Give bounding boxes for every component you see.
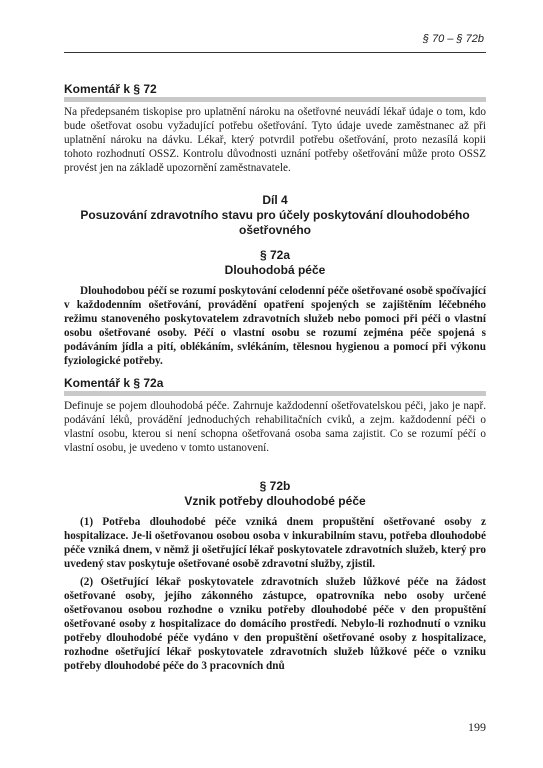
- section-72b-title: Vznik potřeby dlouhodobé péče: [184, 494, 366, 508]
- comment-72-text: Na předepsaném tiskopise pro uplatnění nároku na ošetřovné neuvádí lékař údaje o tom, kdo bude ošetřovat osobu vyžadující potřebu ošetřování. Tyto údaje uvede zaměstnanec až při uplatnění nároku na dávku. Lékař, který potvrdil potřebu ošetřování, proto nezasílá kopii tohoto rozhodnutí OSSZ. Kontrolu důvodnosti uznání potřeby ošetřování může proto OSSZ provést jen na základě upozornění zaměstnavatele.: [64, 106, 486, 174]
- page-number: 199: [468, 720, 486, 734]
- page-content: [64, 82, 486, 677]
- section-72a-number: § 72a: [259, 248, 291, 262]
- section-72b-paragraphs: [64, 515, 486, 673]
- section-72b-paragraph-2: (2) Ošetřující lékař poskytovatele zdravotních služeb lůžkové péče na žádost ošetřované osoby, jejího zákonného zástupce, opatrovníka nebo osoby určené ošetřovanou osobou rozhodne o vzniku potřeby dlouhodobé péče v den propuštění ošetřované osoby z hospitalizace do domácího prostředí. Nebylo-li rozhodnutí o vzniku potřeby dlouhodobé péče vydáno v den propuštění ošetřované osoby z hospitalizace, rozhodne ošetřující lékař poskytovatele zdravotních služeb lůžkové péče o vzniku potřeby dlouhodobé péče do 3 pracovních dnů: [64, 576, 486, 672]
- part-4-number: Díl 4: [262, 193, 288, 207]
- comment-72a-section: [64, 376, 486, 455]
- comment-72a-heading: Komentář k § 72a: [64, 376, 486, 396]
- section-72a-text: Dlouhodobou péčí se rozumí poskytování celodenní péče ošetřované osobě spočívající v každodenním ošetřování, provádění opatření spojených se zajištěním léčebného režimu stanoveného poskytovatelem zdravotních služeb nebo pomoci při péči o vlastní osobu ošetřované osoby. Péčí o vlastní osobu se rozumí zejména péče spojená s podáváním jídla a pití, oblékáním, svlékáním, tělesnou hygienou a pomocí při výkonu fyziologické potřeby.: [64, 285, 486, 367]
- section-72a-title: Dlouhodobá péče: [224, 263, 326, 277]
- comment-72-section: [64, 82, 486, 175]
- comment-72-heading: Komentář k § 72: [64, 82, 486, 102]
- running-head: § 70 – § 72b: [422, 33, 484, 45]
- part-4-title: Posuzování zdravotního stavu pro účely poskytování dlouhodobého ošetřovného: [80, 208, 470, 237]
- section-72b-paragraph-1: (1) Potřeba dlouhodobé péče vzniká dnem propuštění ošetřované osoby z hospitalizace. Je-li ošetřovanou osobou osoba v inkurabilním stavu, potřeba dlouhodobé péče vzniká dnem, v němž ji ošetřující lékař poskytovatele zdravotních služeb, který pro uvedený stav poskytuje ošetřované osobě zdravotní služby, zjistil.: [64, 516, 486, 570]
- header-rule: [64, 52, 486, 53]
- section-72b-number: § 72b: [259, 479, 291, 493]
- comment-72a-text: Definuje se pojem dlouhodobá péče. Zahrnuje každodenní ošetřovatelskou péči, jako je např. podávání léků, provádění jednoduchých rehabilitačních cviků, a zejm. každodenní péči o vlastní osobu, kterou si není schopna ošetřovaná osoba sama zajistit. Co se rozumí péčí o vlastní osobu, je uvedeno v tomto ustanovení.: [64, 400, 486, 454]
